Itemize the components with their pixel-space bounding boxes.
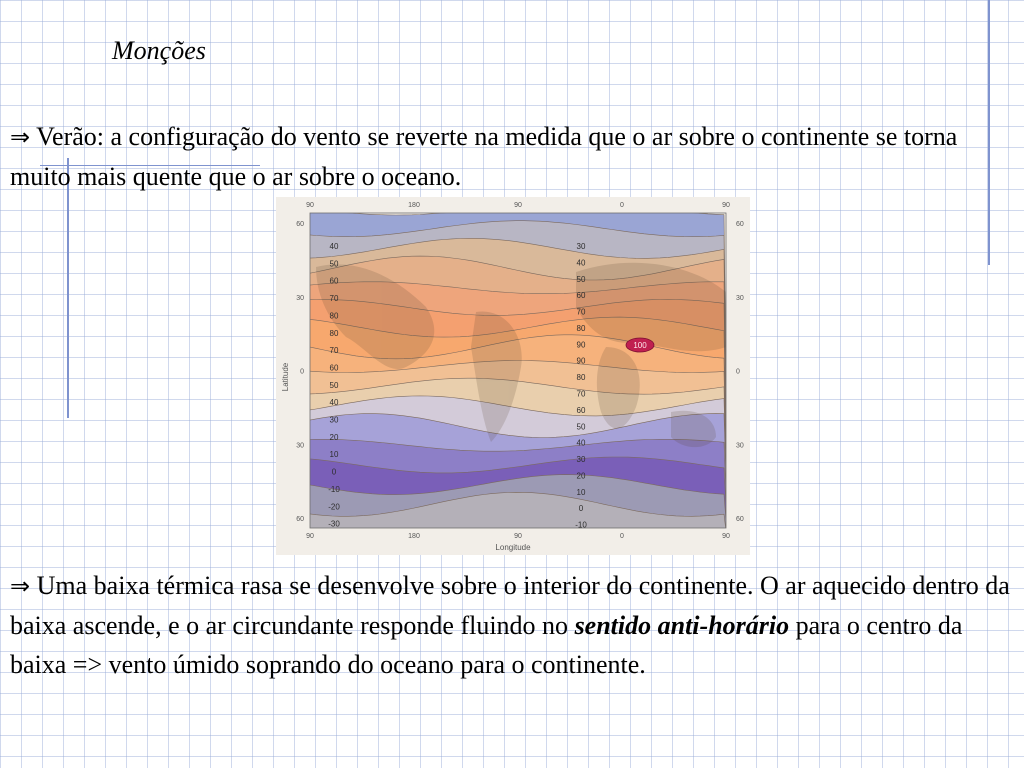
x-tick-label: 0 (620, 533, 624, 540)
y-tick-label: 0 (300, 368, 304, 376)
slide-title: Monções (112, 36, 206, 65)
x-tick-label: 90 (722, 533, 730, 540)
paragraph-thermal-low (10, 566, 1010, 684)
contour-label: 40 (576, 258, 586, 268)
contour-label: 50 (329, 259, 339, 269)
contour-label: 10 (576, 487, 586, 497)
x-tick-label: 0 (620, 202, 624, 209)
contour-label: 30 (329, 415, 339, 425)
contour-label: 50 (329, 380, 339, 390)
contour-label: 20 (576, 471, 586, 481)
contour-label: 0 (331, 467, 337, 477)
x-tick-label: 90 (514, 533, 522, 540)
contour-label: 40 (329, 242, 339, 251)
y-tick-label: 0 (736, 368, 740, 376)
contour-label: -20 (328, 502, 340, 512)
contour-label: 70 (576, 389, 586, 399)
contour-label: 40 (329, 398, 339, 408)
paragraph-summer (10, 117, 1000, 196)
temperature-map-figure (276, 197, 750, 555)
contour-label: 40 (576, 438, 586, 448)
x-tick-label: 90 (306, 533, 314, 540)
contour-label: 70 (576, 307, 586, 317)
contour-label: -10 (328, 484, 340, 494)
x-tick-label: 90 (514, 202, 522, 209)
contour-label: 60 (576, 291, 586, 301)
y-axis-title: Latitude (281, 362, 290, 392)
x-tick-label: 180 (408, 202, 420, 209)
x-tick-label: 90 (722, 202, 730, 209)
contour-label: 50 (576, 274, 586, 284)
paragraph-thermal-low-text-end: para o centro da baixa => vento úmido soprando do oceano para o continente. (10, 611, 963, 679)
contour-label: 90 (576, 340, 586, 350)
y-tick-label: 30 (296, 294, 304, 302)
contour-label: 80 (329, 311, 339, 321)
contour-label: -10 (575, 520, 587, 530)
temperature-map (276, 197, 750, 555)
contour-label: 90 (576, 356, 586, 366)
y-tick-label: 60 (296, 221, 304, 228)
paragraph-thermal-low-text: Uma baixa térmica rasa se desenvolve sobre o interior do continente. O ar aquecido dentro da baixa ascende, e o ar circundante responde fluindo no (10, 571, 1010, 640)
contour-label: 30 (576, 242, 586, 251)
paragraph-summer-text: Verão: a configuração do vento se reverte na medida que o ar sobre o continente se torna muito mais quente que o ar sobre o oceano. (10, 122, 958, 191)
y-tick-label: 30 (736, 442, 744, 450)
y-tick-label: 60 (736, 516, 744, 523)
contour-label: 60 (576, 405, 586, 415)
contour-label: 70 (329, 294, 339, 304)
y-tick-label: 60 (736, 221, 744, 228)
emphasis-counterclockwise: sentido anti-horário (574, 611, 790, 640)
contour-label: -30 (328, 519, 340, 529)
contour-label: 20 (329, 432, 339, 442)
decor-vertical-line (67, 158, 69, 418)
y-tick-label: 30 (296, 442, 304, 450)
max-contour-label: 100 (633, 341, 647, 350)
y-tick-label: 60 (296, 516, 304, 523)
x-tick-label: 180 (408, 533, 420, 540)
implies-arrow-icon: ⇒ (10, 572, 31, 600)
contour-label: 60 (329, 276, 339, 286)
contour-label: 10 (329, 450, 339, 460)
contour-label: 60 (329, 363, 339, 373)
contour-label: 80 (576, 323, 586, 333)
contour-label: 80 (329, 328, 339, 338)
contour-label: 0 (578, 504, 584, 514)
implies-arrow-icon: ⇒ (10, 123, 31, 151)
contour-label: 70 (329, 346, 339, 356)
contour-label: 50 (576, 422, 586, 432)
contour-label: 80 (576, 373, 586, 383)
x-tick-label: 90 (306, 202, 314, 209)
x-axis-title: Longitude (495, 543, 531, 552)
y-tick-label: 30 (736, 294, 744, 302)
contour-label: 30 (576, 455, 586, 465)
